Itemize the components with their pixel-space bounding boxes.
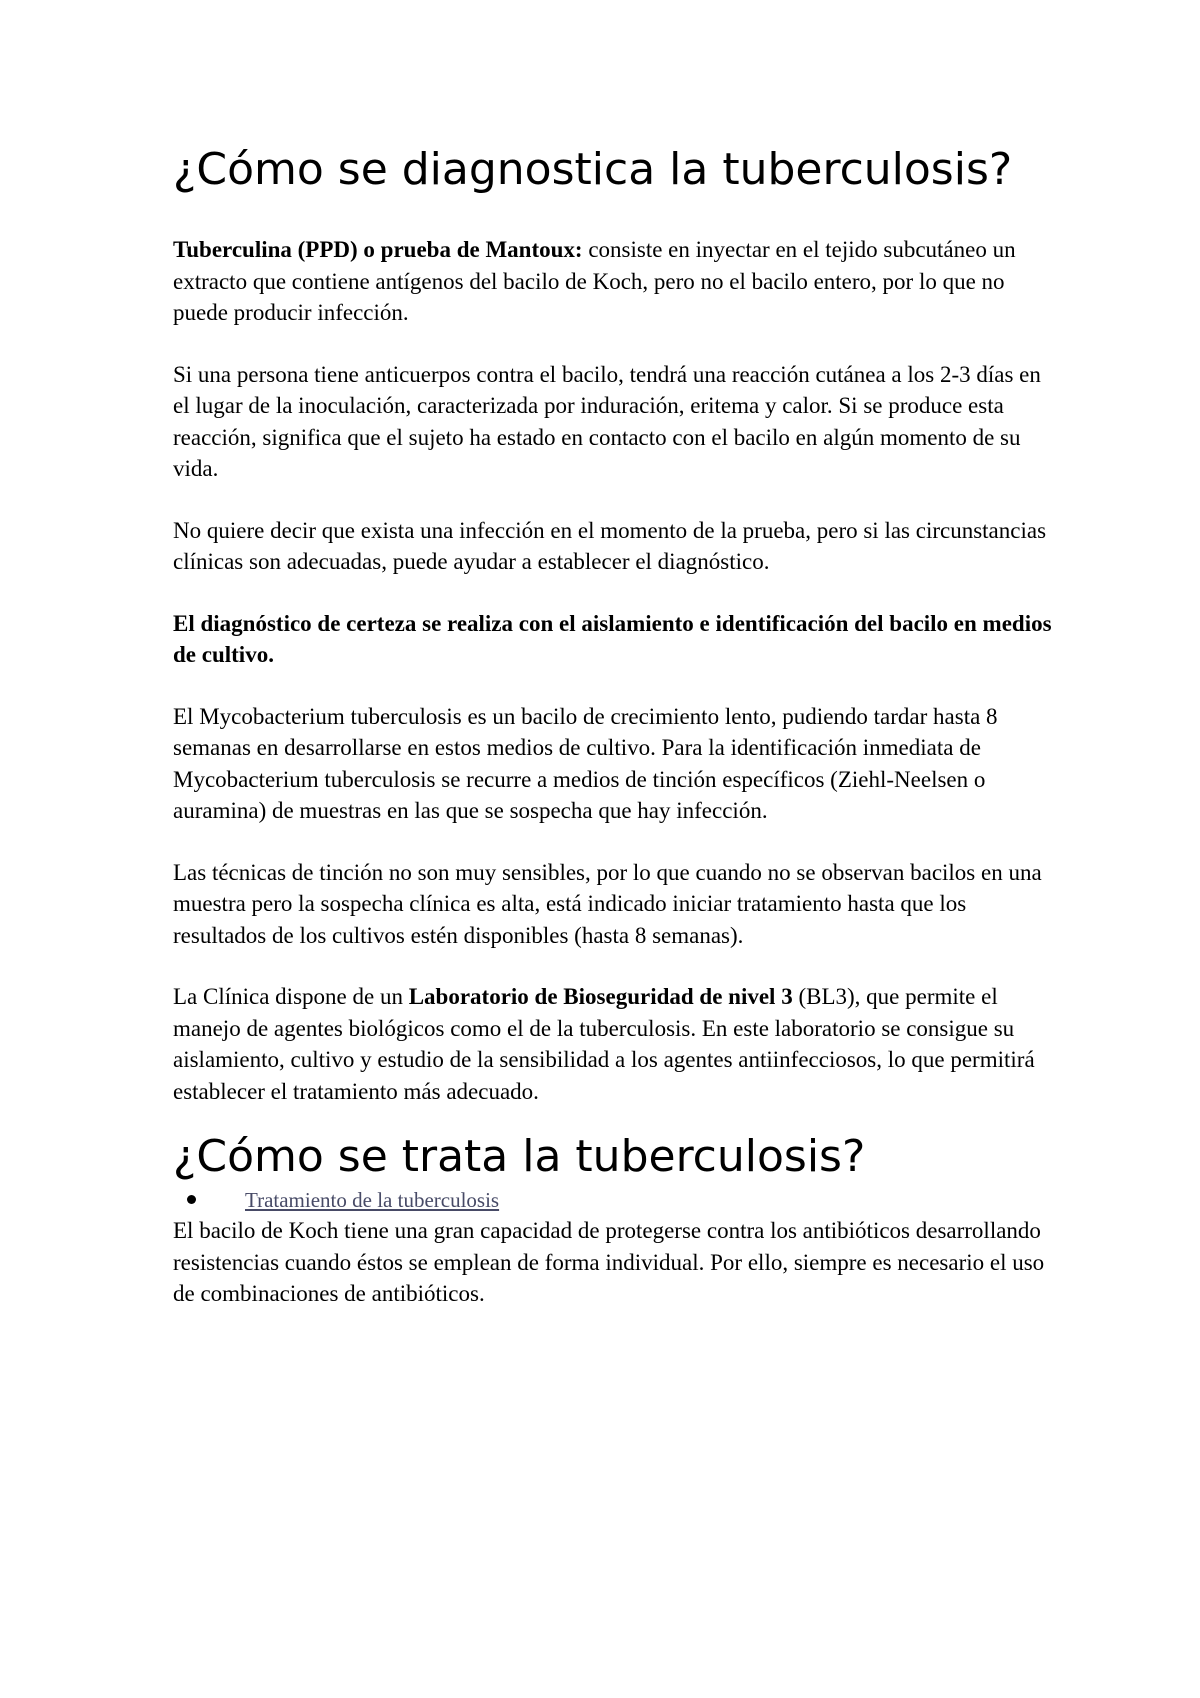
laboratory-intro: La Clínica dispone de un <box>173 984 409 1009</box>
paragraph-antibiotics: El bacilo de Koch tiene una gran capacidad de protegerse contra los antibióticos desarrollando resistencias cuando éstos se emplean de forma individual. Por ello, siempre es necesario el uso de combinaciones de antibióticos. <box>173 1218 1045 1306</box>
paragraph-tuberculin <box>173 234 1053 329</box>
heading-treatment: ¿Cómo se trata la tuberculosis? <box>173 1131 866 1182</box>
paragraph-mycobacterium: El Mycobacterium tuberculosis es un bacilo de crecimiento lento, pudiendo tardar hasta 8 semanas en desarrollarse en estos medios de cultivo. Para la identificación inmediata de Mycobacterium tuberculosis se recurre a medios de tinción específicos (Ziehl-Neelsen o auramina) de muestras en las que se sospecha que hay infección. <box>173 703 998 823</box>
treatment-link[interactable]: Tratamiento de la tuberculosis <box>245 1188 500 1212</box>
heading-diagnosis: ¿Cómo se diagnostica la tuberculosis? <box>173 144 1013 195</box>
list-item <box>173 1185 1053 1215</box>
paragraph-laboratory <box>173 981 1053 1107</box>
laboratory-code: (BL3) <box>792 984 855 1009</box>
related-links-list <box>173 1185 1053 1215</box>
tuberculin-term: Tuberculina (PPD) o prueba de Mantoux: <box>173 237 583 262</box>
document-content <box>173 140 1053 1310</box>
certainty-statement: El diagnóstico de certeza se realiza con el aislamiento e identificación del bacilo en medios de cultivo. <box>173 610 1052 667</box>
laboratory-name: Laboratorio de Bioseguridad de nivel 3 <box>408 984 793 1009</box>
bullet-icon <box>187 1195 196 1204</box>
tuberculin-description: consiste en inyectar en el tejido subcutáneo un extracto que contiene antígenos del bacilo de Koch, pero no el bacilo entero, por lo que no puede producir infección. <box>173 237 1016 325</box>
paragraph-antibodies: Si una persona tiene anticuerpos contra el bacilo, tendrá una reacción cutánea a los 2-3 días en el lugar de la inoculación, caracterizada por induración, eritema y calor. Si se produce esta reacción, significa que el sujeto ha estado en contacto con el bacilo en algún momento de su vida. <box>173 361 1041 481</box>
paragraph-staining: Las técnicas de tinción no son muy sensibles, por lo que cuando no se observan bacilos en una muestra pero la sospecha clínica es alta, está indicado iniciar tratamiento hasta que los resultados de los cultivos estén disponibles (hasta 8 semanas). <box>173 859 1042 948</box>
laboratory-description: , que permite el manejo de agentes biológicos como el de la tuberculosis. En este laboratorio se consigue su aislamiento, cultivo y estudio de la sensibilidad a los agentes antiinfecciosos, lo que permitirá establecer el tratamiento más adecuado. <box>173 984 1035 1104</box>
paragraph-certainty <box>173 608 1053 671</box>
paragraph-no-infection: No quiere decir que exista una infección en el momento de la prueba, pero si las circunstancias clínicas son adecuadas, puede ayudar a establecer el diagnóstico. <box>173 517 1047 574</box>
